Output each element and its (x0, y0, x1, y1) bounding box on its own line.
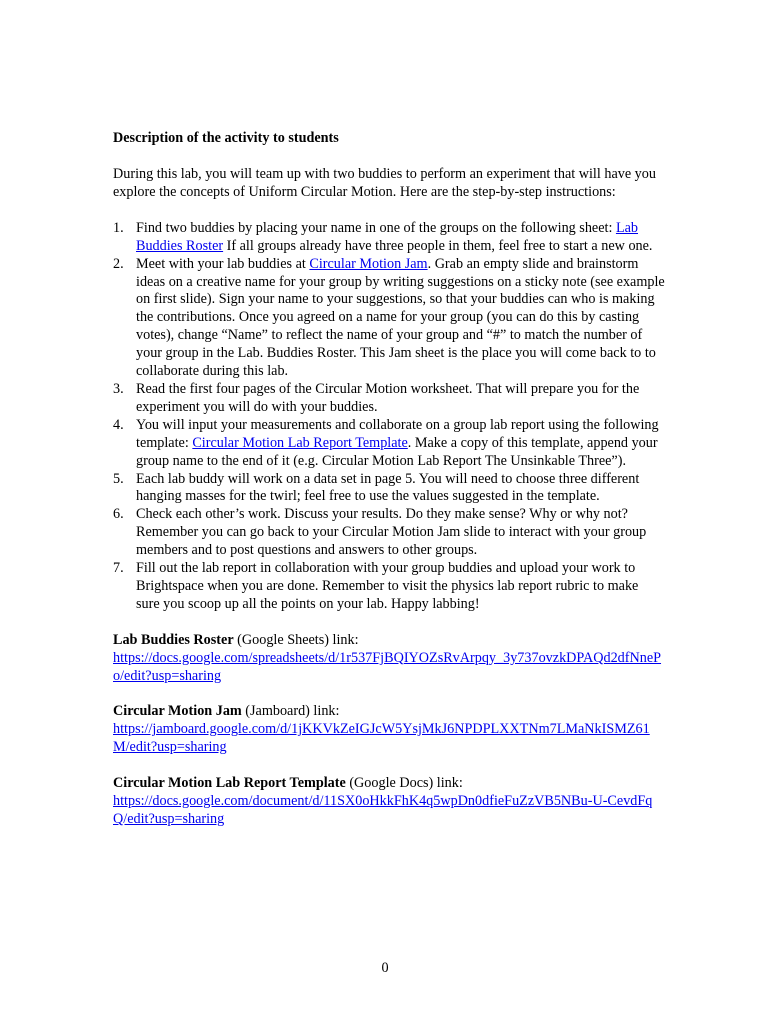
step-text: You will input your measurements and collaborate on a group lab report using the following template: (136, 416, 659, 451)
instruction-step-6 (113, 506, 665, 560)
step-number: 3. (113, 380, 124, 397)
instruction-list (113, 220, 665, 614)
jam-url-link[interactable]: https://jamboard.google.com/d/1jKKVkZeIGJcW5YsjMkJ6NPDPLXXTNm7LMaNkISMZ61M/edit?usp=sharing (113, 721, 650, 756)
step-number: 2. (113, 255, 124, 272)
link-description: (Google Sheets) link: (233, 631, 359, 648)
lab-report-template-link[interactable]: Circular Motion Lab Report Template (192, 434, 408, 451)
link-block-roster (113, 632, 665, 686)
step-text: Find two buddies by placing your name in one of the groups on the following sheet: (136, 219, 616, 236)
link-block-template (113, 775, 665, 829)
page-number: 0 (381, 960, 389, 976)
circular-motion-jam-link[interactable]: Circular Motion Jam (309, 255, 428, 272)
step-number: 6. (113, 506, 124, 523)
intro-paragraph: During this lab, you will team up with two buddies to perform an experiment that will have you explore the concepts of Uniform Circular Motion. Here are the step-by-step instructions: (113, 166, 656, 200)
instruction-step-1 (113, 220, 665, 256)
step-text: Read the first four pages of the Circular Motion worksheet. That will prepare you for the experiment you will do with your buddies. (136, 380, 640, 415)
step-text: Fill out the lab report in collaboration with your group buddies and upload your work to Brightspace when you are done. Remember to visit the physics lab report rubric to make sure you scoop up all the points on your lab. Happy labbing! (136, 560, 639, 612)
link-block-jam (113, 703, 665, 757)
step-text-after: If all groups already have three people in them, feel free to start a new one. (223, 237, 653, 254)
step-text: Each lab buddy will work on a data set in page 5. You will need to choose three different hanging masses for the twirl; feel free to use the values suggested in the template. (136, 470, 640, 505)
template-url-link[interactable]: https://docs.google.com/document/d/11SX0oHkkFhK4q5wpDn0dfieFuZzVB5NBu-U-CevdFqQ/edit?usp=sharing (113, 793, 653, 827)
link-description: (Google Docs) link: (345, 775, 463, 792)
document-page (113, 130, 665, 829)
instruction-step-3 (113, 381, 665, 417)
step-number: 5. (113, 470, 124, 487)
link-description: (Jamboard) link: (241, 703, 340, 720)
roster-url-link[interactable]: https://docs.google.com/spreadsheets/d/1r537FjBQIYOZsRvArpqy_3y737ovzkDPAQd2dfNnePo/edit?usp=sharing (113, 649, 662, 684)
instruction-step-4 (113, 417, 665, 471)
link-title: Circular Motion Lab Report Template (113, 775, 346, 792)
step-number: 7. (113, 560, 124, 577)
instruction-step-2 (113, 256, 665, 381)
step-text: Meet with your lab buddies at (136, 255, 310, 272)
step-number: 1. (113, 219, 124, 236)
link-title: Lab Buddies Roster (113, 631, 234, 648)
section-heading: Description of the activity to students (113, 130, 339, 146)
step-text-after: . Make a copy of this template, append your group name to the end of it (e.g. Circular Motion Lab Report The Unsinkable Three”). (136, 434, 658, 469)
step-text: Check each other’s work. Discuss your results. Do they make sense? Why or why not? Remember you can go back to your Circular Motion Jam slide to interact with your group members and to post questions and answers to other groups. (136, 506, 647, 559)
lab-buddies-roster-link[interactable]: Lab Buddies Roster (136, 219, 638, 254)
link-title: Circular Motion Jam (113, 703, 242, 720)
step-number: 4. (113, 416, 124, 433)
step-text-after: . Grab an empty slide and brainstorm ideas on a creative name for your group by writing suggestions on a sticky note (see example on first slide). Sign your name to your suggestions, so that your buddies can who is making the contributions. Once you agreed on a name for your group (you can do this by casting votes), change “Name” to reflect the name of your group and “#” to match the number of your group in the Lab. Buddies Roster. This Jam sheet is the place you will come back to to collaborate during this lab. (136, 255, 665, 380)
instruction-step-7 (113, 560, 665, 614)
instruction-step-5 (113, 471, 665, 507)
